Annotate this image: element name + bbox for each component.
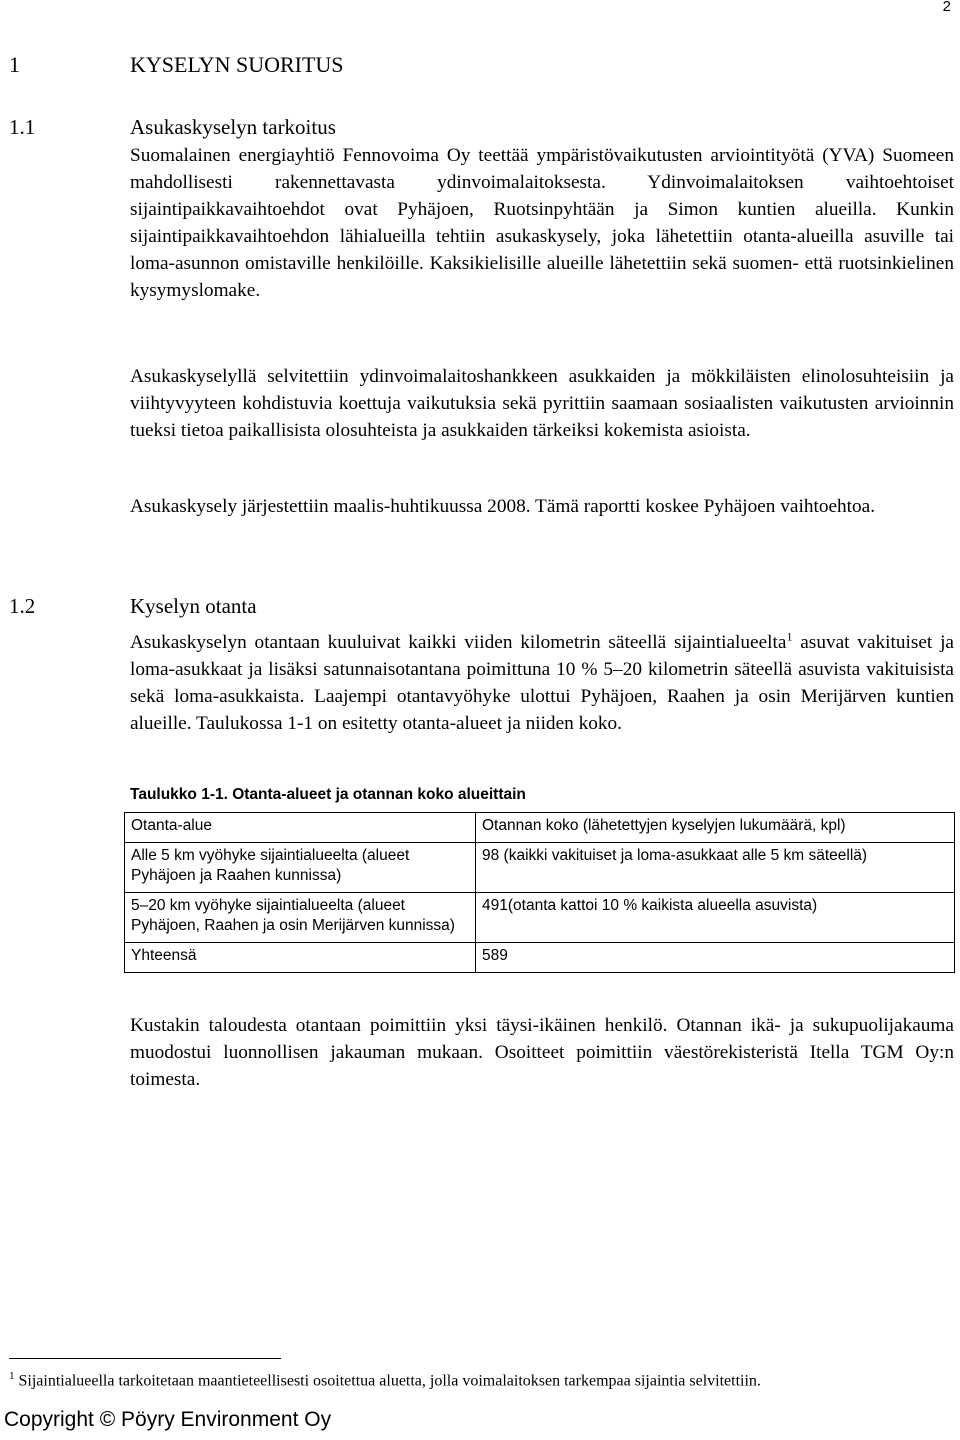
- table-cell: Alle 5 km vyöhyke sijaintialueelta (alueet Pyhäjoen ja Raahen kunnissa): [125, 843, 476, 893]
- footnote-mark: 1: [9, 1370, 15, 1382]
- section-heading-1-2: [9, 594, 257, 619]
- section-heading-1-1: [9, 115, 336, 140]
- table-cell: 589: [476, 943, 955, 973]
- table-row: [125, 843, 955, 893]
- paragraph-survey-goals: Asukaskyselyllä selvitettiin ydinvoimalaitoshankkeen asukkaiden ja mökkiläisten elinolosuhteisiin ja viihtyvyyteen kohdistuvia koettuja vaikutuksia sekä pyrittiin saamaan sosiaalisten vaikutusten arvioinnin tueksi tietoa paikallisista olosuhteista ja asukkaiden tärkeiksi kokemista asioista.: [130, 366, 954, 441]
- copyright-notice: Copyright © Pöyry Environment Oy: [4, 1408, 332, 1431]
- paragraph-purpose: Suomalainen energiayhtiö Fennovoima Oy teettää ympäristövaikutusten arviointityötä (YVA) Suomeen mahdollisesti rakennettavasta ydinvoimalaitoksesta. Ydinvoimalaitoksen vaihtoehtoiset sijaintipaikkavaihtoehdot ovat Pyhäjoen, Ruotsinpyhtään ja Simon kuntien alueilla. Kunkin sijaintipaikkavaihtoehdon lähialueilla tehtiin asukaskysely, joka lähetettiin otanta-alueilla asuville tai loma-asunnon omistaville henkilöille. Kaksikielisille alueille lähetettiin sekä suomen- että ruotsinkielinen kysymyslomake.: [130, 145, 954, 301]
- footnote-text: Sijaintialueella tarkoitetaan maantieteellisesti osoitettua aluetta, jolla voimalaitoksen tarkempaa sijaintia selvitettiin.: [18, 1372, 761, 1390]
- section-title: KYSELYN SUORITUS: [130, 52, 344, 77]
- table-header-row: [125, 813, 955, 843]
- table-cell: 5–20 km vyöhyke sijaintialueelta (alueet Pyhäjoen, Raahen ja osin Merijärven kunnissa): [125, 893, 476, 943]
- footnote-divider: [9, 1358, 281, 1359]
- section-number: 1.2: [9, 594, 36, 618]
- table-total-row: [125, 943, 955, 973]
- table-header-cell: Otanta-alue: [125, 813, 476, 843]
- paragraph-sample: [130, 629, 954, 737]
- section-number: 1: [9, 52, 20, 77]
- page-number: 2: [942, 0, 951, 15]
- table-cell: 98 (kaikki vakituiset ja loma-asukkaat alle 5 km säteellä): [476, 843, 955, 893]
- table-caption: Taulukko 1-1. Otanta-alueet ja otannan koko alueittain: [130, 786, 526, 803]
- footnote: [9, 1370, 761, 1390]
- table-cell: 491(otanta kattoi 10 % kaikista alueella asuvista): [476, 893, 955, 943]
- section-title: Kyselyn otanta: [130, 594, 257, 618]
- section-number: 1.1: [9, 115, 36, 139]
- table-cell: Yhteensä: [125, 943, 476, 973]
- footnote-reference[interactable]: 1: [786, 629, 793, 644]
- sample-table: [124, 812, 955, 973]
- section-title: Asukaskyselyn tarkoitus: [130, 115, 336, 139]
- table-row: [125, 893, 955, 943]
- section-heading-1: [9, 52, 344, 78]
- paragraph-text-continued: asuvat vakituiset ja loma-asukkaat ja lisäksi satunnaisotantana poimittuna 10 % 5–20 kilometrin säteellä asuvista vakituisista sekä loma-asukkaista. Laajempi otantavyöhyke ulottui Pyhäjoen, Raahen ja osin Merijärven kuntien alueille. Taulukossa 1-1 on esitetty otanta-alueet ja niiden koko.: [130, 632, 954, 734]
- paragraph-sampling-method: Kustakin taloudesta otantaan poimittiin yksi täysi-ikäinen henkilö. Otannan ikä- ja sukupuolijakauma muodostui luonnollisen jakauman mukaan. Osoitteet poimittiin väestörekisteristä Itella TGM Oy:n toimesta.: [130, 1015, 954, 1090]
- table-header-cell: Otannan koko (lähetettyjen kyselyjen lukumäärä, kpl): [476, 813, 955, 843]
- paragraph-text: Asukaskyselyn otantaan kuuluivat kaikki viiden kilometrin säteellä sijaintialueelta: [130, 632, 787, 653]
- paragraph-survey-timing: Asukaskysely järjestettiin maalis-huhtikuussa 2008. Tämä raportti koskee Pyhäjoen vaihtoehtoa.: [130, 496, 876, 517]
